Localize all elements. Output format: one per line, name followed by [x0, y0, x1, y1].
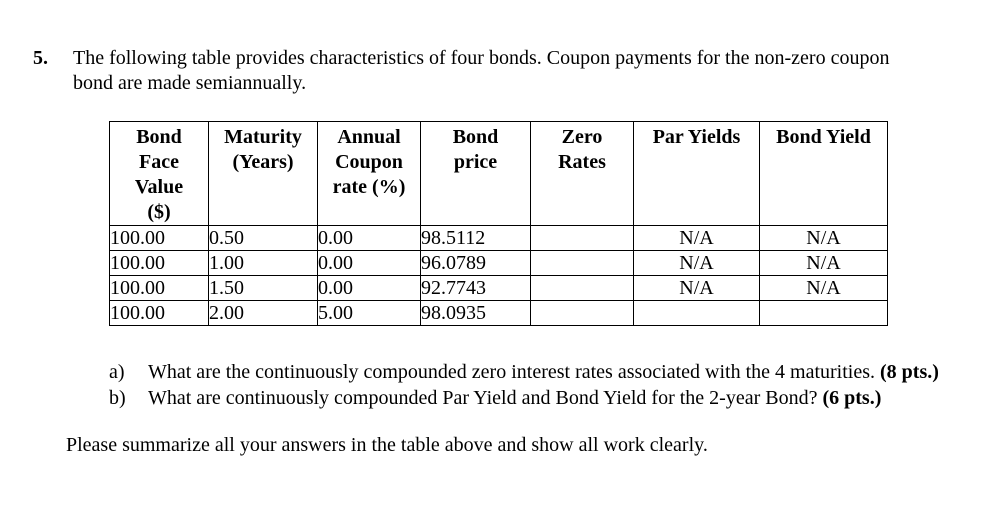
cell-coupon-rate: 0.00	[318, 251, 421, 276]
cell-bond-yield: N/A	[760, 226, 888, 251]
header-text: Zero	[561, 126, 603, 148]
header-text: Value	[134, 176, 184, 198]
cell-coupon-rate: 5.00	[318, 301, 421, 326]
cell-face-value: 100.00	[110, 276, 209, 301]
cell-face-value: 100.00	[110, 226, 209, 251]
cell-bond-price: 96.0789	[421, 251, 531, 276]
header-text: ($)	[147, 201, 171, 223]
header-text: Annual	[337, 126, 401, 148]
part-a-label: a)	[109, 361, 125, 383]
question-line-1: The following table provides characteristics of four bonds. Coupon payments for the non-zero coupon	[73, 47, 890, 69]
cell-zero-rate[interactable]	[531, 251, 634, 276]
table-row	[110, 251, 888, 276]
cell-par-yield: N/A	[634, 226, 760, 251]
table-row	[110, 226, 888, 251]
cell-par-yield: N/A	[634, 276, 760, 301]
header-coupon-rate	[318, 122, 421, 226]
header-text: Bond Yield	[776, 126, 871, 148]
cell-maturity: 1.50	[209, 276, 318, 301]
cell-zero-rate[interactable]	[531, 276, 634, 301]
cell-coupon-rate: 0.00	[318, 276, 421, 301]
question-number: 5.	[33, 47, 48, 69]
header-text: rate (%)	[332, 176, 406, 198]
cell-bond-price: 98.5112	[421, 226, 531, 251]
cell-coupon-rate: 0.00	[318, 226, 421, 251]
header-text: Maturity	[224, 126, 302, 148]
table-row	[110, 301, 888, 326]
cell-bond-price: 98.0935	[421, 301, 531, 326]
table-row	[110, 276, 888, 301]
part-a-points: (8 pts.)	[880, 361, 939, 383]
cell-bond-yield[interactable]	[760, 301, 888, 326]
header-text: Bond	[452, 126, 499, 148]
part-a-text: What are the continuously compounded zero interest rates associated with the 4 maturities.	[148, 361, 875, 383]
bond-table	[109, 121, 888, 326]
cell-bond-yield: N/A	[760, 276, 888, 301]
question-text	[73, 46, 1007, 96]
header-zero-rates	[531, 122, 634, 226]
header-text: Rates	[558, 151, 606, 173]
header-par-yields	[634, 122, 760, 226]
cell-maturity: 1.00	[209, 251, 318, 276]
part-b-text-wrap	[148, 385, 881, 411]
cell-zero-rate[interactable]	[531, 226, 634, 251]
header-text: Coupon	[335, 151, 403, 173]
header-text: (Years)	[232, 151, 294, 173]
part-b-points: (6 pts.)	[822, 387, 882, 409]
cell-face-value: 100.00	[110, 251, 209, 276]
part-b-label: b)	[109, 387, 126, 409]
cell-maturity: 0.50	[209, 226, 318, 251]
header-maturity	[209, 122, 318, 226]
header-text: price	[453, 151, 498, 173]
cell-face-value: 100.00	[110, 301, 209, 326]
header-row	[110, 122, 888, 226]
cell-bond-price: 92.7743	[421, 276, 531, 301]
part-b-text: What are continuously compounded Par Yield and Bond Yield for the 2-year Bond?	[148, 387, 818, 409]
cell-bond-yield: N/A	[760, 251, 888, 276]
cell-par-yield: N/A	[634, 251, 760, 276]
question-line-2: bond are made semiannually.	[73, 72, 307, 94]
summary-instruction: Please summarize all your answers in the table above and show all work clearly.	[66, 434, 708, 456]
header-bond-yield	[760, 122, 888, 226]
header-text: Face	[139, 151, 179, 173]
cell-maturity: 2.00	[209, 301, 318, 326]
header-text: Bond	[136, 126, 182, 148]
header-bond-face-value	[110, 122, 209, 226]
part-a-text-wrap	[148, 359, 939, 385]
header-text: Par Yields	[652, 126, 741, 148]
header-bond-price	[421, 122, 531, 226]
cell-zero-rate[interactable]	[531, 301, 634, 326]
cell-par-yield[interactable]	[634, 301, 760, 326]
